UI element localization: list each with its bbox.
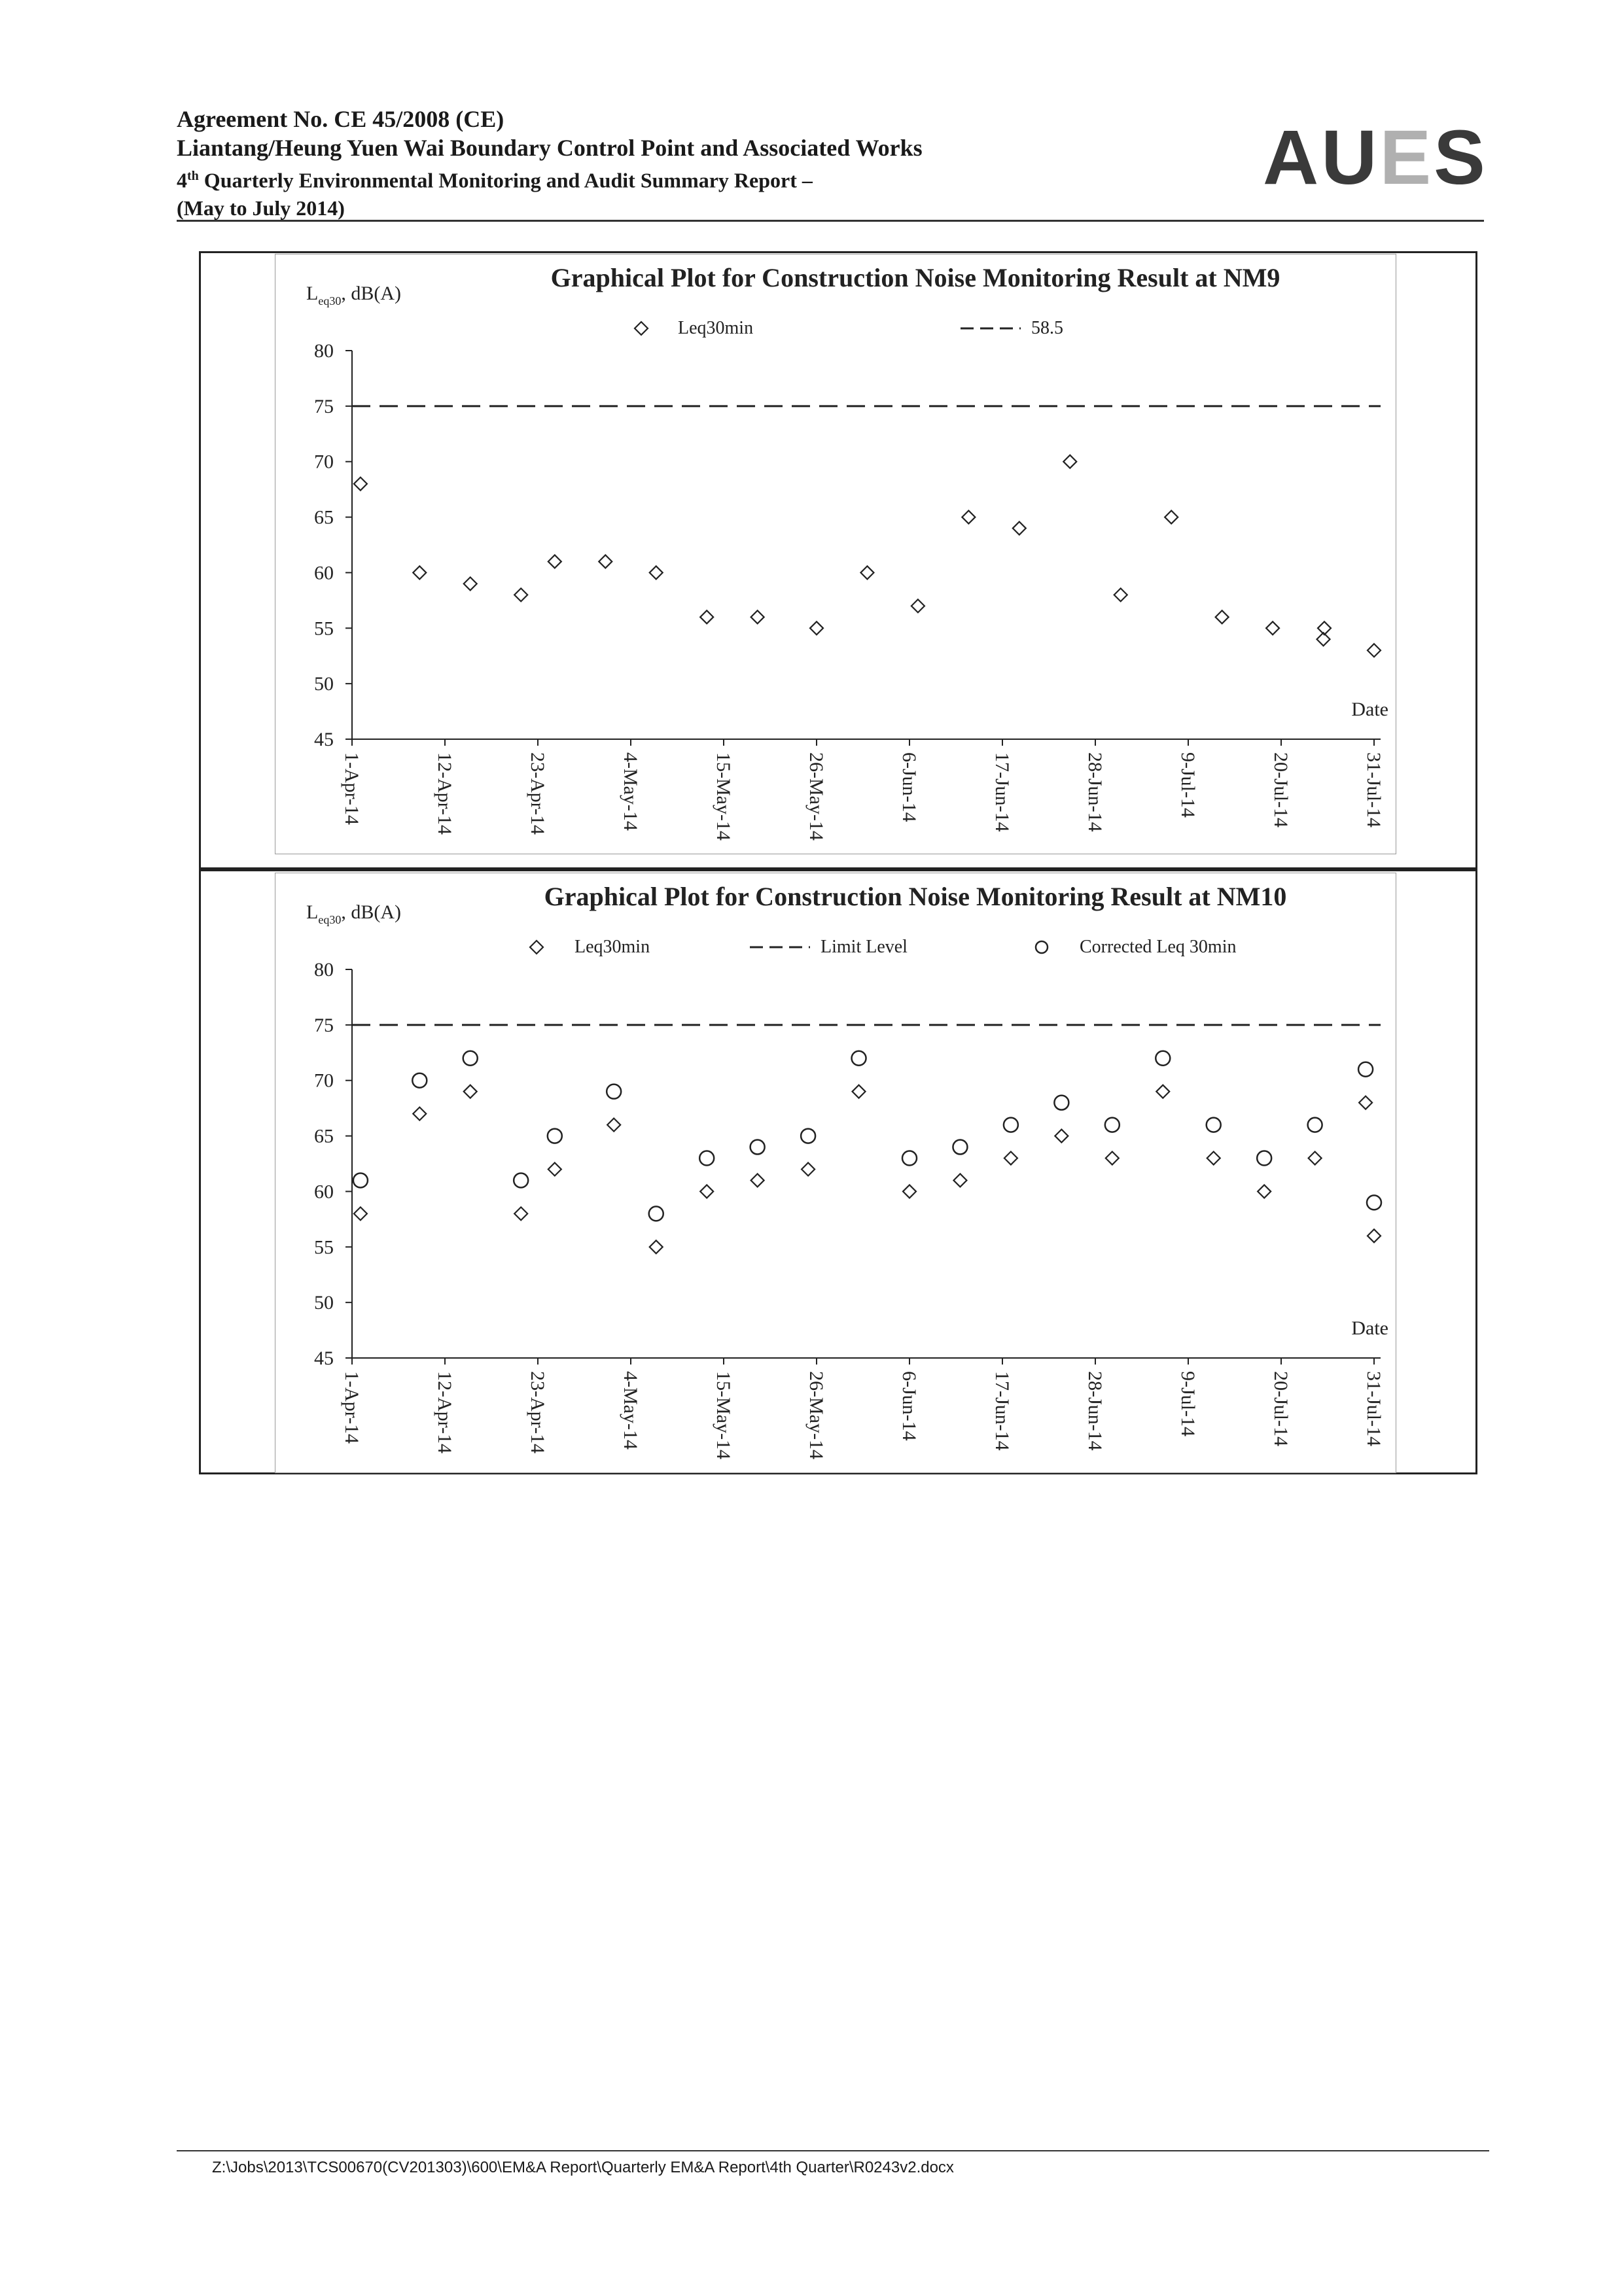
chart-nm9-y-tick-label: 60 [314, 562, 334, 584]
chart-nm9-x-tick-label: 31-Jul-14 [1363, 752, 1385, 827]
chart-nm10-y-tick-label: 60 [314, 1181, 334, 1203]
chart-nm10-x-tick-label: 1-Apr-14 [341, 1371, 362, 1444]
chart-nm10-y-tick-label: 80 [314, 959, 334, 981]
chart-nm9-x-tick-label: 6-Jun-14 [898, 752, 920, 822]
chart-nm9-x-tick-label: 20-Jul-14 [1270, 752, 1292, 827]
chart-nm9-y-tick-label: 80 [314, 340, 334, 362]
chart-nm9-y-tick-label: 70 [314, 451, 334, 473]
chart-nm9-x-axis-label: Date [1351, 699, 1388, 720]
chart-nm9-y-tick-label: 75 [314, 395, 334, 417]
chart-nm10-x-tick-label: 15-May-14 [713, 1371, 734, 1459]
ordinal-suffix: th [187, 169, 199, 183]
chart-nm9-x-tick-label: 17-Jun-14 [991, 752, 1013, 832]
chart-nm10-legend-corrected-label: Corrected Leq 30min [1080, 937, 1237, 957]
report-period-line: (May to July 2014) [177, 196, 345, 220]
chart-nm10-x-tick-label: 17-Jun-14 [991, 1371, 1013, 1451]
chart-area-border-nm10 [275, 873, 1396, 1473]
chart-nm9-y-tick-label: 65 [314, 506, 334, 529]
chart-nm10-y-tick-label: 45 [314, 1348, 334, 1369]
chart-nm9-legend-leq30min: Leq30min [678, 318, 754, 338]
chart-nm9-y-tick-label: 50 [314, 673, 334, 695]
chart-nm10-y-tick-label: 55 [314, 1236, 334, 1259]
logo-part1: AU [1263, 114, 1380, 201]
chart-nm10-legend-leq30min: Leq30min [574, 937, 650, 957]
chart-nm9-x-tick-label: 1-Apr-14 [341, 752, 362, 826]
report-title-rest: Quarterly Environmental Monitoring and Audit Summary Report – [198, 168, 813, 192]
chart-nm10-y-axis-label: $L_{eq30}$, dB(A) [306, 901, 401, 926]
logo-part2: E [1379, 114, 1434, 201]
chart-nm9-x-tick-label: 15-May-14 [713, 752, 734, 841]
chart-nm9-x-tick-label: 4-May-14 [620, 752, 641, 831]
chart-nm10-x-tick-label: 26-May-14 [805, 1371, 827, 1459]
footer-divider [177, 2150, 1489, 2151]
project-line: Liantang/Heung Yuen Wai Boundary Control Point and Associated Works [177, 135, 923, 161]
chart-nm10-x-tick-label: 6-Jun-14 [898, 1371, 920, 1441]
chart-nm10-x-tick-label: 4-May-14 [620, 1371, 641, 1450]
logo-part3: S [1434, 114, 1488, 201]
ordinal-number: 4 [177, 168, 187, 192]
chart-nm10-y-tick-label: 65 [314, 1125, 334, 1147]
report-title-line [177, 162, 923, 194]
header-divider [177, 220, 1484, 222]
chart-nm9-title: Graphical Plot for Construction Noise Monitoring Result at NM9 [550, 263, 1280, 292]
chart-nm10-y-tick-label: 50 [314, 1292, 334, 1314]
chart-nm10-x-tick-label: 9-Jul-14 [1177, 1371, 1199, 1436]
chart-area-border-nm9 [275, 254, 1396, 854]
footer-file-path: Z:\Jobs\2013\TCS00670(CV201303)\600\EM&A Report\Quarterly EM&A Report\4th Quarter\R0243v2.docx [212, 2159, 954, 2176]
chart-nm9-x-tick-label: 23-Apr-14 [527, 752, 548, 835]
chart-nm9-x-tick-label: 12-Apr-14 [434, 752, 455, 835]
chart-nm10-x-tick-label: 23-Apr-14 [527, 1371, 548, 1454]
chart-nm10-x-tick-label: 20-Jul-14 [1270, 1371, 1292, 1446]
chart-nm10-x-axis-label: Date [1351, 1317, 1388, 1339]
chart-nm10-x-tick-label: 28-Jun-14 [1084, 1371, 1106, 1451]
report-header [177, 105, 923, 222]
chart-nm10-x-tick-label: 31-Jul-14 [1363, 1371, 1385, 1446]
chart-nm10-title: Graphical Plot for Construction Noise Monitoring Result at NM10 [544, 882, 1287, 911]
chart-nm9-x-tick-label: 9-Jul-14 [1177, 752, 1199, 818]
chart-nm9-y-tick-label: 45 [314, 729, 334, 750]
chart-nm9-x-tick-label: 28-Jun-14 [1084, 752, 1106, 832]
chart-nm9-y-axis-label: $L_{eq30}$, dB(A) [306, 283, 401, 307]
chart-nm10-y-tick-label: 75 [314, 1014, 334, 1036]
chart-nm9-legend-limit-label: 58.5 [1031, 318, 1063, 338]
agreement-line: Agreement No. CE 45/2008 (CE) [177, 106, 504, 132]
chart-nm10-x-tick-label: 12-Apr-14 [434, 1371, 455, 1454]
aues-logo [1263, 114, 1488, 201]
chart-nm10-y-tick-label: 70 [314, 1070, 334, 1092]
chart-nm10-legend-limit-label: Limit Level [821, 937, 908, 957]
chart-nm9-x-tick-label: 26-May-14 [805, 752, 827, 841]
chart-nm9-y-tick-label: 55 [314, 617, 334, 640]
